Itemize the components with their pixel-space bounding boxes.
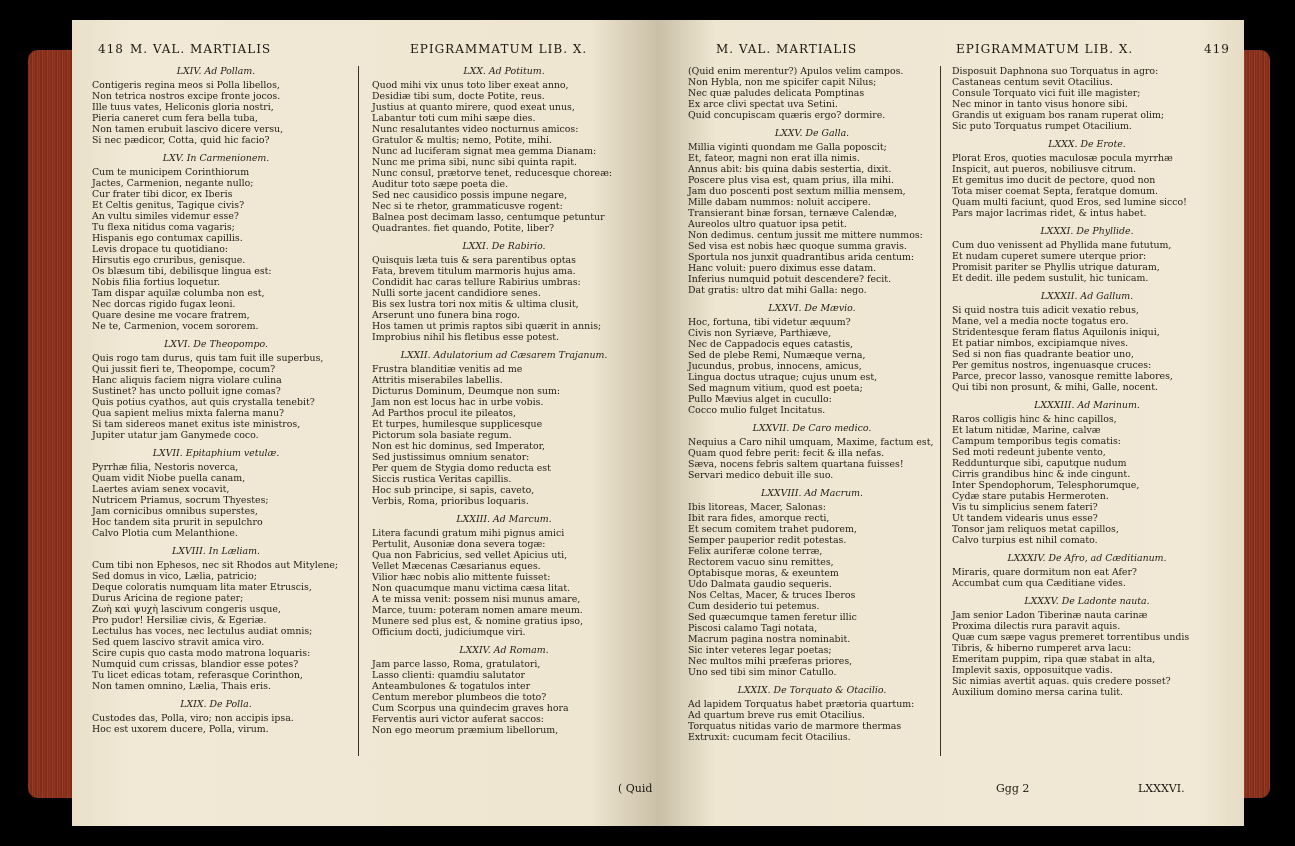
epigram-text: Quis rogo tam durus, quis tam fuit ille superbus, Qui jussit fieri te, Theopompe, cocum? Hanc aliquis faciem nigra violare culina Sustinet? has uncto polluit igne comas? Quis potius cyathos, aut quis crystalla tenebit? Qua sapient melius mixta falerna manu? Si tam sidereos manet exitus iste ministros, Jupiter utatur jam Ganymede coco. (92, 353, 324, 441)
epigram-text: Pyrrhæ filia, Nestoris noverca, Quam vidit Niobe puella canam, Laertes aviam senex vocavit, Nutricem Priamus, socrum Thyestes; Jam cornicibus omnibus superstes, Hoc tandem sita prurit in sepulchro Calvo Plotia cum Melanthione. (92, 462, 269, 539)
epigram (92, 699, 340, 735)
epigram-text: Millia viginti quondam me Galla poposcit; Et, fateor, magni non erat illa nimis. Annus abit: bis quina dabis sestertia, dixit. Poscere plus visa est, quam prius, illa mihi. Jam duo poscenti post sextum millia mensem, Mille dabam nummos: noluit accipere. Transierant binæ forsan, ternæve Calendæ, Aureolos ultro quatuor ipsa petit. Non dedimus. centum jussit me mittere nummos: Sed visa est nobis hæc quoque summa gravis. Sportula nos junxit quadrantibus arida centum: Hanc voluit: puero diximus esse datam. Inferius numquid potuit descendere? fecit. Dat gratis: ultro dat mihi Galla: nego. (688, 142, 923, 296)
epigram-text: Nequius a Caro nihil umquam, Maxime, factum est, Quam quod febre perit: fecit & illa nefas. Sæva, nocens febris saltem quartana fuisses! Servari medico debuit ille suo. (688, 437, 934, 481)
epigram (688, 423, 936, 481)
epigram-text: Custodes das, Polla, viro; non accipis ipsa. Hoc est uxorem ducere, Polla, virum. (92, 713, 294, 735)
epigram (92, 153, 340, 332)
signature-mark: Ggg 2 (996, 782, 1030, 795)
epigram (952, 596, 1222, 698)
epigram-text: Cum tibi non Ephesos, nec sit Rhodos aut Mitylene; Sed domus in vico, Lælia, patricio; Deque coloratis numquam lita mater Etruscis, Durus Aricina de regione pater; Zωὴ καὶ ψυχὴ lascivum congeris usque, Pro pudor! Hersiliæ civis, & Egeriæ. Lectulus has voces, nec lectulus audiat omnis; Sed quem lascivo stravit amica viro. Scire cupis quo casta modo matrona loquaris: Numquid cum crissas, blandior esse potes? Tu licet edicas totam, referasque Corinthon, Non tamen omnino, Lælia, Thais eris. (92, 560, 339, 692)
epigram (952, 553, 1222, 589)
epigram (372, 66, 636, 234)
column-rule (358, 66, 359, 756)
epigram (92, 66, 340, 146)
epigram-title: LXXII. Adulatorium ad Cæsarem Trajanum. (400, 350, 608, 361)
epigram-text: Quisquis læta tuis & sera parentibus optas Fata, brevem titulum marmoris hujus ama. Condidit hac caras tellure Rabirius umbras: Nulli sorte jacent candidiore senes. Bis sex lustra tori nox mitis & ultima clusit, Arserunt uno funera bina rogo. Hos tamen ut primis raptos sibi quærit in annis; Improbius nihil his fletibus esse potest. (372, 255, 602, 343)
epigram-title: LXVI. De Theopompo. (164, 339, 268, 350)
left-running-title: M. VAL. MARTIALIS (130, 42, 272, 56)
epigram-title: LXXI. De Rabirio. (462, 241, 546, 252)
epigram-text: Contigeris regina meos si Polla libellos, Non tetrica nostros excipe fronte jocos. Ille tuus vates, Heliconis gloria nostri, Pieria caneret cum fera bella tuba, Non tamen erubuit lascivo dicere versu, Si nec pædicor, Cotta, quid hic facio? (92, 80, 284, 146)
epigram-text: Plorat Eros, quoties maculosæ pocula myrrhæ Inspicit, aut pueros, nobiliusve citrum. Et gemitus imo ducit de pectore, quod non Tota miser coemat Septa, feratque domum. Quam multi faciunt, quod Eros, sed lumine sicco! Pars major lacrimas ridet, & intus habet. (952, 153, 1187, 219)
right-page-column-1 (688, 66, 936, 750)
epigram-text: Jam senior Ladon Tiberinæ nauta carinæ Proxima dilectis rura paravit aquis. Quæ cum sæpe vagus premeret torrentibus undis Tibris, & hiberno rumperet arva lacu: Emeritam puppim, ripa quæ stabat in alta, Implevit saxis, opposuitque vadis. Sic nimias avertit aquas. quis credere posset? Auxilium domino mersa carina tulit. (952, 610, 1190, 698)
right-running-title-2: EPIGRAMMATUM LIB. X. (956, 42, 1134, 56)
epigram-title: LXV. In Carmenionem. (162, 153, 270, 164)
epigram-text: (Quid enim merentur?) Apulos velim campos. Non Hybla, non me spicifer capit Nilus; Nec quæ paludes delicata Pomptinas Ex arce clivi spectat uva Setini. Quid concupiscam quæris ergo? dormire. (688, 66, 904, 121)
epigram (952, 139, 1222, 219)
epigram-title: LXXVIII. Ad Macrum. (761, 488, 863, 499)
epigram-title: LXXXIV. De Afro, ad Cæditianum. (1007, 553, 1167, 564)
epigram-title: LXX. Ad Potitum. (463, 66, 545, 77)
catchword-right: LXXXVI. (1138, 782, 1185, 795)
epigram (688, 685, 936, 743)
epigram-text: Cum te municipem Corinthiorum Jactes, Carmenion, negante nullo; Cur frater tibi dicor, ex Iberis Et Celtis genitus, Tagique civis? An vultu similes videmur esse? Tu flexa nitidus coma vagaris; Hispanis ego contumax capillis. Levis dropace tu quotidiano: Hirsutis ego cruribus, genisque. Os blæsum tibi, debilisque lingua est: Nobis filia fortius loquetur. Tam dispar aquilæ columba non est, Nec dorcas rigido fugax leoni. Quare desine me vocare fratrem, Ne te, Carmenion, vocem sororem. (92, 167, 272, 332)
epigram-text: Ibis litoreas, Macer, Salonas: Ibit rara fides, amorque recti, Et secum comitem trahet pudorem, Semper pauperior redit potestas. Felix auriferæ colone terræ, Rectorem vacuo sinu remittes, Optabisque moras, & exeuntem Udo Dalmata gaudio sequeris. Nos Celtas, Macer, & truces Iberos Cum desiderio tui petemus. Sed quæcumque tamen feretur illic Piscosi calamo Tagi notata, Macrum pagina nostra nominabit. Sic inter veteres legar poetas; Nec multos mihi præferas priores, Uno sed tibi sim minor Catullo. (688, 502, 857, 678)
epigram-title: LXXXII. Ad Gallum. (1040, 291, 1134, 302)
right-page-column-2 (952, 66, 1222, 705)
epigram-title: LXXXV. De Ladonte nauta. (1024, 596, 1150, 607)
epigram-title: LXXXIII. Ad Marinum. (1034, 400, 1140, 411)
epigram (688, 66, 936, 121)
epigram-text: Jam parce lasso, Roma, gratulatori, Lasso clienti: quamdiu salutator Anteambulones & togatulos inter Centum merebor plumbeos die toto? Cum Scorpus una quindecim graves hora Ferventis auri victor auferat saccos: Non ego meorum præmium libellorum, (372, 659, 569, 736)
epigram (372, 645, 636, 736)
epigram-title: LXXX. De Erote. (1048, 139, 1126, 150)
epigram-text: Si quid nostra tuis adicit vexatio rebus, Mane, vel a media nocte togatus ero. Stridentesque feram flatus Aquilonis iniqui, Et patiar nimbos, excipiamque nives. Sed si non fias quadrante beatior uno, Per gemitus nostros, ingenuasque cruces: Parce, precor lasso, vanosque remitte labores, Qui tibi non prosunt, & mihi, Galle, nocent. (952, 305, 1173, 393)
epigram-title: LXXVII. De Caro medico. (752, 423, 872, 434)
epigram-title: LXXIV. Ad Romam. (459, 645, 549, 656)
column-rule (940, 66, 941, 756)
epigram (688, 303, 936, 416)
epigram-text: Miraris, quare dormitum non eat Afer? Accumbat cum qua Cæditiane vides. (952, 567, 1137, 589)
epigram (688, 488, 936, 678)
epigram-text: Frustra blanditiæ venitis ad me Attritis miserabiles labellis. Dicturus Dominum, Deumque non sum: Jam non est locus hac in urbe vobis. Ad Parthos procul ite pileatos, Et turpes, humilesque supplicesque Pictorum sola basiate regum. Non est hic dominus, sed Imperator, Sed justissimus omnium senator: Per quem de Stygia domo reducta est Siccis rustica Veritas capillis. Hoc sub principe, si sapis, caveto, Verbis, Roma, prioribus loquaris. (372, 364, 561, 507)
left-page-column-1 (92, 66, 340, 742)
epigram (952, 66, 1222, 132)
epigram (92, 339, 340, 441)
epigram-title: LXIX. De Polla. (180, 699, 252, 710)
left-page-number: 418 (98, 42, 124, 56)
right-page-number: 419 (1204, 42, 1230, 56)
epigram-title: LXXIX. De Torquato & Otacilio. (737, 685, 887, 696)
epigram (952, 400, 1222, 546)
left-page-edges (28, 50, 78, 798)
epigram (952, 291, 1222, 393)
epigram-text: Litera facundi gratum mihi pignus amici Pertulit, Ausoniæ dona severa togæ: Qua non Fabricius, sed vellet Apicius uti, Vellet Mæcenas Cæsarianus eques. Vilior hæc nobis alio mittente fuisset: Non quacumque manu victima cæsa litat. A te missa venit: possem nisi munus amare, Marce, tuum: poteram nomen amare meum. Munere sed plus est, & nomine gratius ipso, Officium docti, judiciumque viri. (372, 528, 584, 638)
epigram (688, 128, 936, 296)
epigram-text: Cum duo venissent ad Phyllida mane fututum, Et nudam cuperet sumere uterque prior: Promisit pariter se Phyllis utrique daturam, Et dedit. ille pedem sustulit, hic tunicam. (952, 240, 1172, 284)
left-page-column-2 (372, 66, 636, 743)
left-page (72, 20, 660, 826)
epigram (952, 226, 1222, 284)
epigram-title: LXXXI. De Phyllide. (1040, 226, 1134, 237)
right-running-title: M. VAL. MARTIALIS (716, 42, 858, 56)
epigram-title: LXXV. De Galla. (774, 128, 850, 139)
epigram (372, 514, 636, 638)
epigram (92, 546, 340, 692)
epigram (372, 241, 636, 343)
epigram-title: LXVIII. In Læliam. (172, 546, 260, 557)
catchword-left: ( Quid (618, 782, 653, 795)
right-page (656, 20, 1244, 826)
left-running-title-2: EPIGRAMMATUM LIB. X. (410, 42, 588, 56)
epigram-title: LXIV. Ad Pollam. (176, 66, 256, 77)
epigram-text: Disposuit Daphnona suo Torquatus in agro: Castaneas centum sevit Otacilius. Consule Torquato vici fuit ille magister; Nec minor in tanto visus honore sibi. Grandis ut exiguam bos ranam ruperat olim; Sic puto Torquatus rumpet Otacilium. (952, 66, 1165, 132)
open-book (28, 20, 1270, 826)
epigram-title: LXXVI. De Mævio. (768, 303, 856, 314)
epigram-text: Raros colligis hinc & hinc capillos, Et latum nitidæ, Marine, calvæ Campum temporibus tegis comatis: Sed moti redeunt jubente vento, Reddunturque sibi, caputque nudum Cirris grandibus hinc & inde cingunt. Inter Spendophorum, Telesphorumque, Cydæ stare putabis Hermeroten. Vis tu simplicius senem fateri? Ut tandem videaris unus esse? Tonsor jam reliquos metat capillos, Calvo turpius est nihil comato. (952, 414, 1140, 546)
epigram-text: Quod mihi vix unus toto liber exeat anno, Desidiæ tibi sum, docte Potite, reus. Justius at quanto mirere, quod exeat unus, Labantur toti cum mihi sæpe dies. Nunc resalutantes video nocturnus amicos: Gratulor & multis; nemo, Potite, mihi. Nunc ad luciferam signat mea gemma Dianam: Nunc me prima sibi, nunc sibi quinta rapit. Nunc consul, prætorve tenet, reducesque choreæ: Auditur toto sæpe poeta die. Sed nec causidico possis impune negare, Nec si te rhetor, grammaticusve rogent: Balnea post decimam lasso, centumque petuntur Quadrantes. fiet quando, Potite, liber? (372, 80, 613, 234)
epigram (92, 448, 340, 539)
epigram-text: Ad lapidem Torquatus habet prætoria quartum: Ad quartum breve rus emit Otacilius. Torquatus nitidas vario de marmore thermas Extruxit: cucumam fecit Otacilius. (688, 699, 915, 743)
epigram (372, 350, 636, 507)
epigram-text: Hoc, fortuna, tibi videtur æquum? Civis non Syriæve, Parthiæve, Nec de Cappadocis eques catastis, Sed de plebe Remi, Numæque verna, Jucundus, probus, innocens, amicus, Lingua doctus utraque; cujus unum est, Sed magnum vitium, quod est poeta; Pullo Mævius alget in cucullo: Cocco mulio fulget Incitatus. (688, 317, 878, 416)
epigram-title: LXXIII. Ad Marcum. (456, 514, 552, 525)
epigram-title: LXVII. Epitaphium vetulæ. (152, 448, 280, 459)
